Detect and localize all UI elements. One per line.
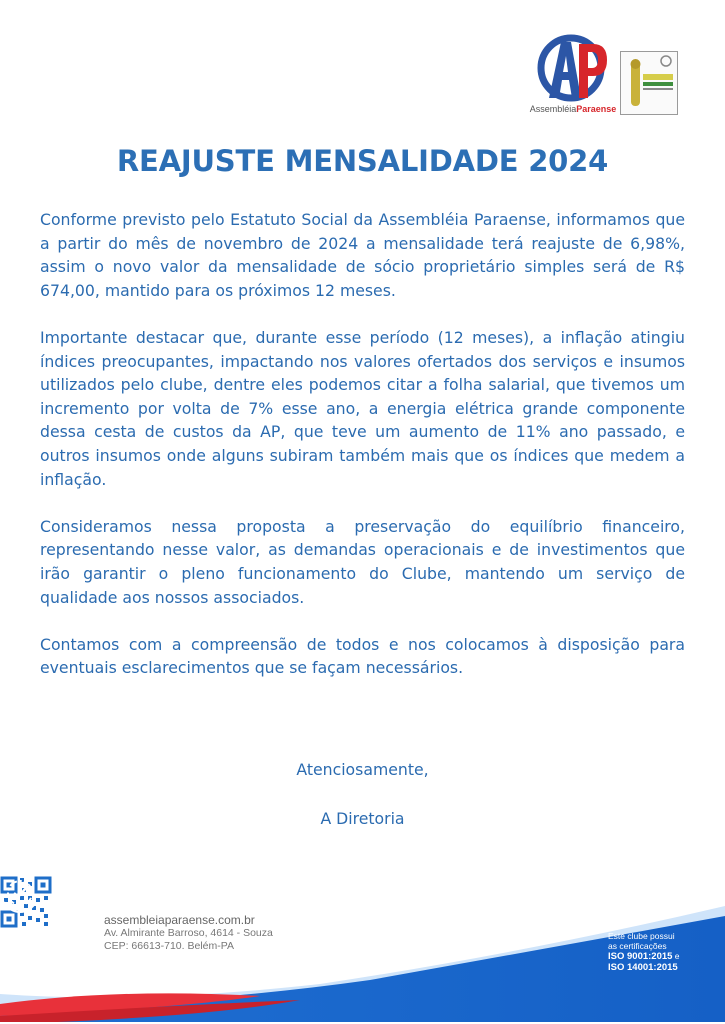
signature-text: A Diretoria bbox=[320, 809, 405, 828]
closing-text: Atenciosamente, bbox=[296, 760, 429, 779]
certification-seal-icon bbox=[0, 876, 40, 916]
certification-text: Este clube possui as certificações ISO 9001:2015 e ISO 14001:2015 bbox=[608, 931, 680, 973]
assembleia-paraense-logo bbox=[529, 34, 617, 114]
paragraph-1: Conforme previsto pelo Estatuto Social da Assembléia Paraense, informamos que a partir do mês de novembro de 2024 a mensalidade terá reajuste de 6,98%, assim o novo valor da mensalidade de sócio proprietário simples será de R$ 674,00, mantido para os próximos 12 meses. bbox=[40, 210, 685, 300]
paragraph-4: Contamos com a compreensão de todos e nos colocamos à disposição para eventuais esclarecimentos que se façam necessários. bbox=[40, 634, 685, 678]
footer bbox=[0, 876, 725, 1024]
logo-caption: AssembléiaParaense bbox=[529, 104, 617, 114]
page-title: REAJUSTE MENSALIDADE 2024 bbox=[116, 144, 609, 178]
award-badge bbox=[620, 51, 678, 115]
street-address: Av. Almirante Barroso, 4614 - Souza bbox=[104, 927, 273, 939]
footer-address-block bbox=[104, 914, 273, 953]
paragraph-2: Importante destacar que, durante esse período (12 meses), a inflação atingiu índices preocupantes, impactando nos valores ofertados dos serviços e insumos utilizados pelo clube, dentre eles podemos citar a folha salarial, que tivemos um incremento por volta de 7% esse ano, a energia elétrica grande componente dessa cesta de custos da AP, que teve um aumento de 11% ano passado, e outros insumos onde alguns subiram também mais que os índices que medem a inflação. bbox=[40, 327, 685, 489]
website-link[interactable]: assembleiaparaense.com.br bbox=[104, 913, 255, 927]
letter-body bbox=[40, 208, 685, 703]
header-logos bbox=[529, 34, 685, 119]
paragraph-3: Consideramos nessa proposta a preservação do equilíbrio financeiro, representando nesse valor, as demandas operacionais e de investimentos que irão garantir o pleno funcionamento do Clube, mantendo um serviço de qualidade aos nossos associados. bbox=[40, 516, 685, 607]
postal-code: CEP: 66613-710. Belém-PA bbox=[104, 940, 234, 952]
